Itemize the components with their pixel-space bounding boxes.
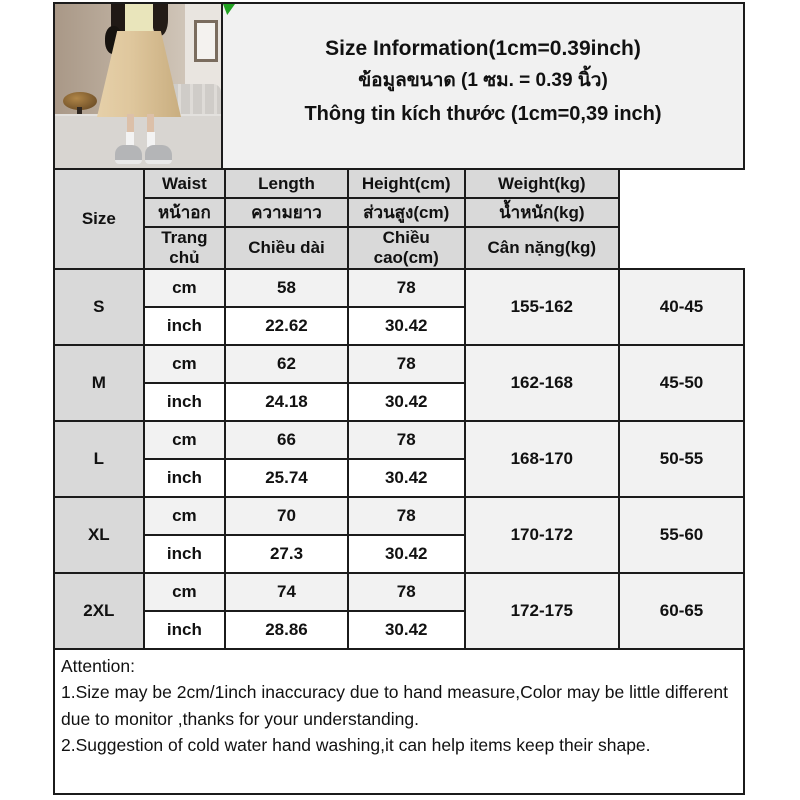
unit-label-cm: cm — [144, 573, 225, 611]
header-height-vi: Chiều cao(cm) — [348, 227, 465, 269]
length-inch-value: 30.42 — [348, 459, 465, 497]
table-row-xl — [54, 497, 744, 535]
header-height-th: ส่วนสูง(cm) — [348, 198, 465, 227]
table-row-m — [54, 345, 744, 383]
header-height: Height(cm) — [348, 169, 465, 198]
length-inch-value: 30.42 — [348, 611, 465, 649]
header-weight-th: น้ำหนัก(kg) — [465, 198, 620, 227]
size-label: L — [54, 421, 144, 497]
title-vietnamese: Thông tin kích thước (1cm=0,39 inch) — [304, 103, 662, 125]
attention-line-1: 1.Size may be 2cm/1inch inaccuracy due to hand measure,Color may be little different due to monitor ,thanks for your understanding. — [61, 682, 728, 729]
waist-cm-value: 66 — [225, 421, 348, 459]
header-waist-th: หน้าอก — [144, 198, 225, 227]
attention-notes — [53, 648, 745, 795]
photo-sneaker — [145, 145, 172, 164]
unit-label-inch: inch — [144, 535, 225, 573]
unit-label-inch: inch — [144, 307, 225, 345]
header-weight: Weight(kg) — [465, 169, 620, 198]
weight-value: 45-50 — [619, 345, 744, 421]
length-cm-value: 78 — [348, 497, 465, 535]
size-label: S — [54, 269, 144, 345]
size-label: 2XL — [54, 573, 144, 649]
header-length-vi: Chiều dài — [225, 227, 348, 269]
waist-inch-value: 25.74 — [225, 459, 348, 497]
waist-inch-value: 27.3 — [225, 535, 348, 573]
weight-value: 55-60 — [619, 497, 744, 573]
title-block — [223, 2, 745, 170]
title-thai: ข้อมูลขนาด (1 ซม. = 0.39 นิ้ว) — [358, 70, 608, 91]
waist-inch-value: 24.18 — [225, 383, 348, 421]
unit-label-inch: inch — [144, 383, 225, 421]
size-label: M — [54, 345, 144, 421]
photo-picture-frame — [194, 20, 218, 62]
unit-label-inch: inch — [144, 459, 225, 497]
size-info-sheet — [53, 2, 745, 795]
length-cm-value: 78 — [348, 573, 465, 611]
header-row-th — [54, 198, 744, 227]
unit-label-cm: cm — [144, 345, 225, 383]
size-table — [53, 168, 745, 650]
table-row-2xl — [54, 573, 744, 611]
size-label: XL — [54, 497, 144, 573]
length-inch-value: 30.42 — [348, 383, 465, 421]
weight-value: 60-65 — [619, 573, 744, 649]
header-waist-vi: Trang chủ — [144, 227, 225, 269]
height-value: 162-168 — [465, 345, 620, 421]
photo-model-top — [125, 4, 153, 34]
length-cm-value: 78 — [348, 345, 465, 383]
weight-value: 50-55 — [619, 421, 744, 497]
height-value: 170-172 — [465, 497, 620, 573]
waist-inch-value: 28.86 — [225, 611, 348, 649]
attention-line-2: 2.Suggestion of cold water hand washing,it can help items keep their shape. — [61, 734, 651, 755]
title-english: Size Information(1cm=0.39inch) — [325, 37, 641, 60]
height-value: 155-162 — [465, 269, 620, 345]
size-column-title: Size — [54, 169, 144, 269]
waist-inch-value: 22.62 — [225, 307, 348, 345]
length-cm-value: 78 — [348, 421, 465, 459]
table-row-s — [54, 269, 744, 307]
attention-title: Attention: — [61, 656, 135, 676]
unit-label-cm: cm — [144, 421, 225, 459]
unit-label-inch: inch — [144, 611, 225, 649]
header-length: Length — [225, 169, 348, 198]
weight-value: 40-45 — [619, 269, 744, 345]
product-photo — [53, 2, 223, 170]
waist-cm-value: 70 — [225, 497, 348, 535]
green-corner-icon — [223, 4, 235, 15]
unit-label-cm: cm — [144, 269, 225, 307]
header-row-vi — [54, 227, 744, 269]
waist-cm-value: 74 — [225, 573, 348, 611]
length-inch-value: 30.42 — [348, 535, 465, 573]
header-waist: Waist — [144, 169, 225, 198]
waist-cm-value: 58 — [225, 269, 348, 307]
height-value: 172-175 — [465, 573, 620, 649]
length-inch-value: 30.42 — [348, 307, 465, 345]
table-row-l — [54, 421, 744, 459]
photo-sneaker — [115, 145, 142, 164]
header-length-th: ความยาว — [225, 198, 348, 227]
length-cm-value: 78 — [348, 269, 465, 307]
top-row — [53, 2, 745, 170]
header-weight-vi: Cân nặng(kg) — [465, 227, 620, 269]
unit-label-cm: cm — [144, 497, 225, 535]
height-value: 168-170 — [465, 421, 620, 497]
waist-cm-value: 62 — [225, 345, 348, 383]
header-row-en — [54, 169, 744, 198]
